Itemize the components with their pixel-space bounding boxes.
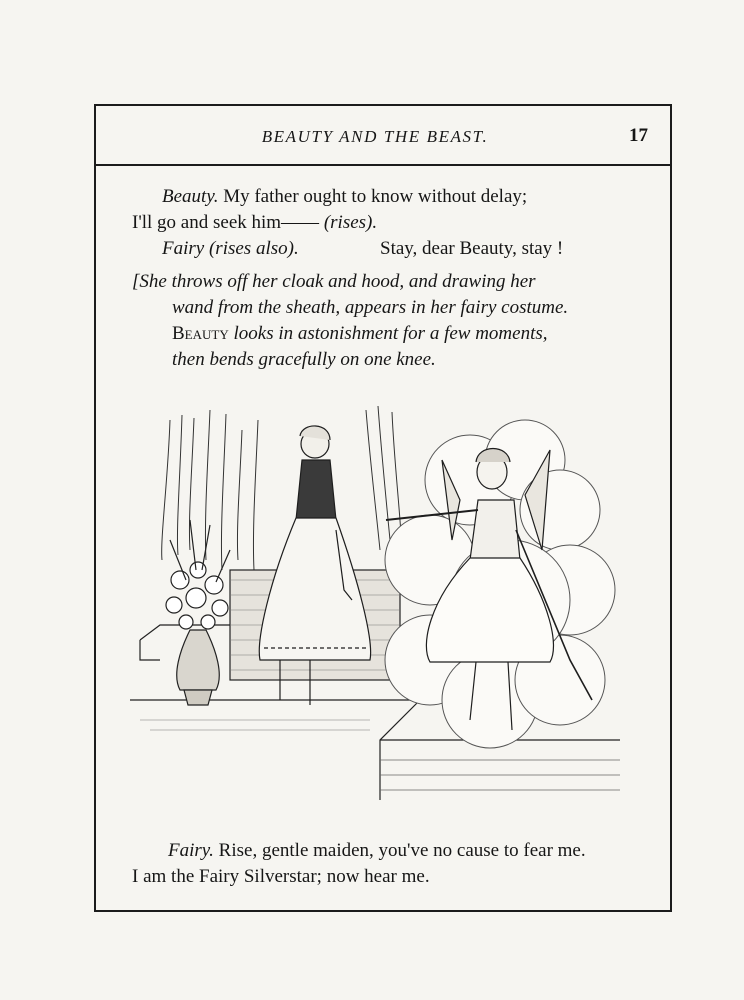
stage-direction-line-1: [She throws off her cloak and hood, and drawing her	[132, 271, 536, 292]
dialogue-line-3-text: Stay, dear Beauty, stay !	[380, 238, 564, 259]
speaker-beauty: Beauty.	[162, 186, 219, 207]
dialogue-text: I'll go and seek him——	[132, 212, 320, 233]
stage-direction-inline: (rises also).	[208, 238, 299, 259]
engraving-illustration	[130, 400, 630, 810]
dialogue-line-5: I am the Fairy Silverstar; now hear me.	[132, 866, 430, 887]
dialogue-line-3	[162, 238, 299, 260]
stage-direction-inline: (rises).	[323, 212, 378, 233]
dialogue-line-2	[132, 212, 377, 234]
header-rule	[94, 164, 672, 166]
dialogue-line-1	[162, 186, 527, 208]
dialogue-text: Rise, gentle maiden, you've no cause to fear me.	[218, 840, 586, 861]
stage-direction-line-3	[172, 323, 548, 345]
stage-direction-line-4: then bends gracefully on one knee.	[172, 349, 436, 370]
dialogue-line-4	[168, 840, 586, 862]
curtain-drapery	[162, 406, 402, 570]
stage-direction-text: looks in astonishment for a few moments,	[233, 323, 548, 344]
stage-direction-line-2: wand from the sheath, appears in her fairy costume.	[172, 297, 569, 318]
speaker-fairy: Fairy	[162, 238, 205, 259]
flower-vase	[166, 520, 230, 705]
character-name: Beauty	[172, 323, 229, 344]
dialogue-text: My father ought to know without delay;	[223, 186, 528, 207]
page-number: 17	[629, 125, 648, 146]
speaker-fairy: Fairy.	[168, 840, 214, 861]
running-title: BEAUTY AND THE BEAST.	[261, 127, 489, 146]
